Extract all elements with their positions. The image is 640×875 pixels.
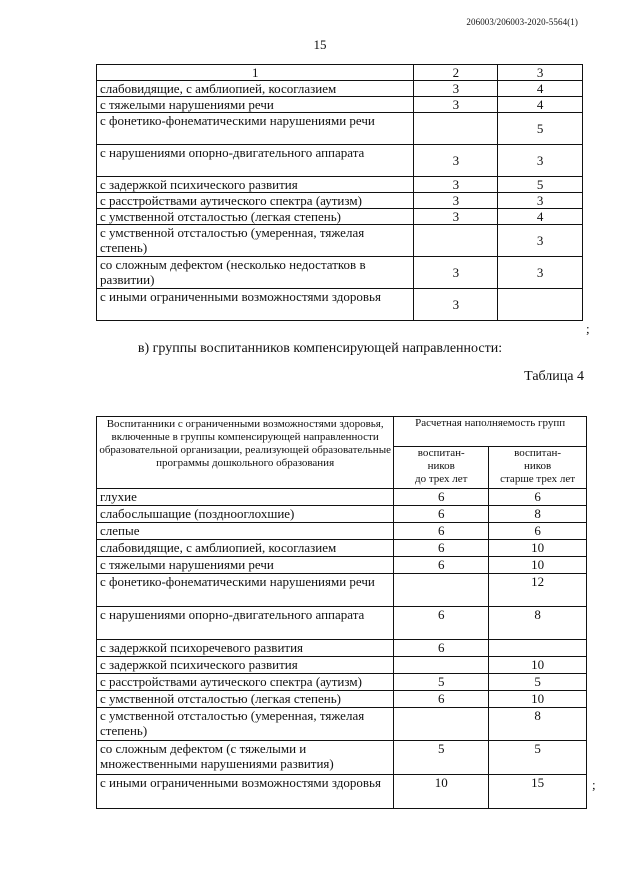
table-row xyxy=(97,741,587,775)
value-over-three: 10 xyxy=(489,540,587,557)
value-under-three: 6 xyxy=(394,640,489,657)
value-under-three: 6 xyxy=(394,607,489,640)
value-col3: 3 xyxy=(498,193,583,209)
table-row xyxy=(97,145,583,177)
value-under-three: 10 xyxy=(394,775,489,809)
value-over-three: 6 xyxy=(489,523,587,540)
value-over-three: 5 xyxy=(489,741,587,775)
row-label: со сложным дефектом (несколько недостатков в развитии) xyxy=(97,257,414,289)
value-col2 xyxy=(414,225,498,257)
value-under-three xyxy=(394,574,489,607)
value-over-three: 6 xyxy=(489,489,587,506)
row-label: с умственной отсталостью (легкая степень) xyxy=(97,691,394,708)
value-col3 xyxy=(498,289,583,321)
table-compensating-groups xyxy=(96,416,587,809)
table-row xyxy=(97,640,587,657)
table2-trailing-semicolon: ; xyxy=(592,777,596,792)
header-over-three: воспитан- ников старше трех лет xyxy=(489,447,587,489)
value-under-three: 5 xyxy=(394,674,489,691)
table1-trailing-semicolon: ; xyxy=(586,321,590,336)
table-row xyxy=(97,81,583,97)
document-id: 206003/206003-2020-5564(1) xyxy=(466,17,578,27)
page-number: 15 xyxy=(313,37,327,52)
row-label: с умственной отсталостью (легкая степень) xyxy=(97,209,414,225)
row-label: с фонетико-фонематическими нарушениями речи xyxy=(97,113,414,145)
row-label: с задержкой психического развития xyxy=(97,177,414,193)
table-row xyxy=(97,775,587,809)
value-under-three: 6 xyxy=(394,506,489,523)
row-label: с умственной отсталостью (умеренная, тяжелая степень) xyxy=(97,225,414,257)
column-number-2: 2 xyxy=(414,65,498,81)
table-title: Таблица 4 xyxy=(524,369,584,384)
table-row xyxy=(97,177,583,193)
row-label: слабовидящие, с амблиопией, косоглазием xyxy=(97,540,394,557)
value-over-three: 5 xyxy=(489,674,587,691)
value-col3: 5 xyxy=(498,177,583,193)
value-col2: 3 xyxy=(414,209,498,225)
table-row xyxy=(97,193,583,209)
table-row xyxy=(97,674,587,691)
table-row xyxy=(97,523,587,540)
table-row xyxy=(97,708,587,741)
value-col3: 4 xyxy=(498,209,583,225)
row-label: с задержкой психоречевого развития xyxy=(97,640,394,657)
value-under-three: 6 xyxy=(394,691,489,708)
table-group-size-part1 xyxy=(96,64,583,321)
row-label: с расстройствами аутического спектра (аутизм) xyxy=(97,193,414,209)
table-row xyxy=(97,225,583,257)
row-label: с фонетико-фонематическими нарушениями речи xyxy=(97,574,394,607)
row-label: с иными ограниченными возможностями здоровья xyxy=(97,289,414,321)
table-row xyxy=(97,289,583,321)
value-col3: 4 xyxy=(498,81,583,97)
row-label: с тяжелыми нарушениями речи xyxy=(97,97,414,113)
value-over-three: 10 xyxy=(489,657,587,674)
row-label: со сложным дефектом (с тяжелыми и множественными нарушениями развития) xyxy=(97,741,394,775)
table-row xyxy=(97,97,583,113)
row-label: слепые xyxy=(97,523,394,540)
table-row xyxy=(97,257,583,289)
value-under-three: 6 xyxy=(394,523,489,540)
table-row xyxy=(97,657,587,674)
value-col3: 3 xyxy=(498,225,583,257)
row-label: с иными ограниченными возможностями здоровья xyxy=(97,775,394,809)
row-label: с нарушениями опорно-двигательного аппарата xyxy=(97,145,414,177)
value-col2 xyxy=(414,113,498,145)
table-row xyxy=(97,691,587,708)
column-number-3: 3 xyxy=(498,65,583,81)
row-label: слабослышащие (позднооглохшие) xyxy=(97,506,394,523)
value-under-three xyxy=(394,708,489,741)
row-label: глухие xyxy=(97,489,394,506)
value-col2: 3 xyxy=(414,289,498,321)
header-under-three: воспитан- ников до трех лет xyxy=(394,447,489,489)
value-over-three: 8 xyxy=(489,607,587,640)
table-row xyxy=(97,557,587,574)
value-over-three: 10 xyxy=(489,691,587,708)
value-col2: 3 xyxy=(414,257,498,289)
table-row xyxy=(97,540,587,557)
value-col2: 3 xyxy=(414,193,498,209)
table-row xyxy=(97,209,583,225)
value-col3: 5 xyxy=(498,113,583,145)
header-pupils-category: Воспитанники с ограниченными возможностями здоровья, включенные в группы компенсирующей направленности образовательной организации, реализующей образовательные программы дошкольного образования xyxy=(97,417,394,489)
value-over-three: 12 xyxy=(489,574,587,607)
value-over-three: 8 xyxy=(489,506,587,523)
table-row xyxy=(97,607,587,640)
row-label: с тяжелыми нарушениями речи xyxy=(97,557,394,574)
section-caption: в) группы воспитанников компенсирующей направленности: xyxy=(137,341,503,356)
table-column-numbers-row xyxy=(97,65,583,81)
row-label: с задержкой психического развития xyxy=(97,657,394,674)
value-under-three xyxy=(394,657,489,674)
value-under-three: 5 xyxy=(394,741,489,775)
value-over-three: 8 xyxy=(489,708,587,741)
row-label: слабовидящие, с амблиопией, косоглазием xyxy=(97,81,414,97)
value-over-three: 15 xyxy=(489,775,587,809)
value-under-three: 6 xyxy=(394,540,489,557)
value-over-three: 10 xyxy=(489,557,587,574)
value-col3: 3 xyxy=(498,145,583,177)
table-header-row xyxy=(97,417,587,447)
value-under-three: 6 xyxy=(394,557,489,574)
value-col2: 3 xyxy=(414,97,498,113)
column-number-1: 1 xyxy=(97,65,414,81)
value-over-three xyxy=(489,640,587,657)
row-label: с умственной отсталостью (умеренная, тяжелая степень) xyxy=(97,708,394,741)
value-col3: 4 xyxy=(498,97,583,113)
table-row xyxy=(97,506,587,523)
table-row xyxy=(97,574,587,607)
value-col2: 3 xyxy=(414,145,498,177)
header-estimated-group-size: Расчетная наполняемость групп xyxy=(394,417,587,447)
row-label: с расстройствами аутического спектра (аутизм) xyxy=(97,674,394,691)
table-row xyxy=(97,489,587,506)
row-label: с нарушениями опорно-двигательного аппарата xyxy=(97,607,394,640)
value-col2: 3 xyxy=(414,177,498,193)
value-col2: 3 xyxy=(414,81,498,97)
table-row xyxy=(97,113,583,145)
value-col3: 3 xyxy=(498,257,583,289)
value-under-three: 6 xyxy=(394,489,489,506)
